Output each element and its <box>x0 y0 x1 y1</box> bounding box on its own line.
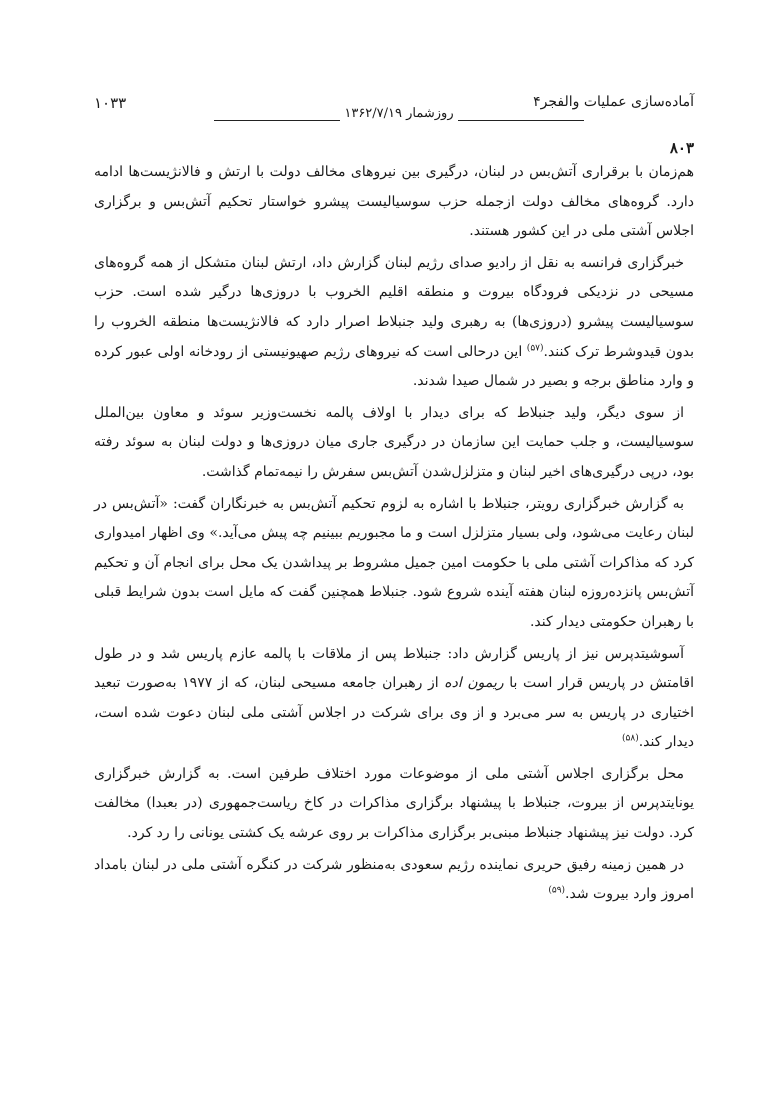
footnote-ref-57: (۵۷) <box>526 342 544 353</box>
person-name-italic: ریمون اده <box>444 675 504 692</box>
paragraph-6-text: محل برگزاری اجلاس آشتی ملی از موضوعات مورد اختلاف طرفین است. به گزارش خبرگزاری یونایتدپرس از بیروت، جنبلاط با پیشنهاد برگزاری مذاکرات در کاخ ریاست‌جمهوری (در بعبدا) مخالفت کرد. دولت نیز پیشنهاد جنبلاط مبنی‌بر برگزاری مذاکرات بر روی عرشه یک کشتی یونانی را رد کرد. <box>94 765 694 842</box>
paragraph-4-text: به گزارش خبرگزاری رویتر، جنبلاط با اشاره به لزوم تحکیم آتش‌بس به خبرنگاران گفت: «آتش‌بس در لبنان رعایت می‌شود، ولی بسیار متزلزل است و ما مجبوریم ببینیم چه پیش می‌آید.» وی اظهار امیدواری کرد که مذاکرات آشتی ملی با حکومت امین جمیل مشروط بر پیداشدن یک محل برای انجام آن و تحکیم آتش‌بس پانزده‌روزه لبنان هفته آینده شروع شود. جنبلاط همچنین گفت که مایل است بدون شرایط قبلی با رهبران حکومتی دیدار کند. <box>94 495 694 630</box>
paragraph-5 <box>94 640 694 758</box>
running-header <box>94 88 694 128</box>
paragraph-7-text: در همین زمینه رفیق حریری نماینده رژیم سعودی به‌منظور شرکت در کنگره آشتی ملی در لبنان بامداد امروز وارد بیروت شد. <box>94 856 694 903</box>
section-number: ۸۰۳ <box>669 139 694 157</box>
book-title: آماده‌سازی عملیات والفجر۴ <box>533 94 694 110</box>
paragraph-2-text-a: خبرگزاری فرانسه به نقل از رادیو صدای رژیم لبنان گزارش داد، ارتش لبنان متشکل از همه گروه‌های مسیحی در نزدیکی فرودگاه بیروت و منطقه اقلیم الخروب با دروزی‌ها درگیر شده است. حزب سوسیالیست پیشرو (دروزی‌ها) به رهبری ولید جنبلاط اصرار دارد که فالانژیست‌ها منطقه الخروب را بدون قیدوشرط ترک کنند. <box>94 254 694 360</box>
paragraph-7 <box>94 851 694 910</box>
paragraph-6 <box>94 760 694 849</box>
paragraph-1-text: هم‌زمان با برقراری آتش‌بس در لبنان، درگیری بین نیروهای مخالف دولت با ارتش و فالانژیست‌ها ادامه دارد. گروه‌های مخالف دولت ازجمله حزب سوسیالیست پیشرو خواستار تحکیم آتش‌بس و برگزاری اجلاس آشتی ملی در این کشور هستند. <box>94 164 695 240</box>
paragraph-2-text-b: این درحالی است که نیروهای رژیم صهیونیستی از رودخانه اولی عبور کرده و وارد مناطق برجه و بصیر در شمال صیدا شدند. <box>94 343 694 390</box>
paragraph-3-text: از سوی دیگر، ولید جنبلاط که برای دیدار با اولاف پالمه نخست‌وزیر سوئد و معاون بین‌الملل سوسیالیست، و جلب حمایت این سازمان در درگیری جاری میان دروزی‌ها و دولت لبنان به سوئد رفته بود، درپی درگیری‌های اخیر لبنان و متزلزل‌شدن آتش‌بس سفرش را نیمه‌تمام گذاشت. <box>94 404 694 480</box>
diary-date-rule <box>214 106 584 121</box>
page-number: ۱۰۳۳ <box>94 94 127 112</box>
paragraph-3 <box>94 399 694 488</box>
paragraph-2 <box>94 249 694 397</box>
paragraph-5-text-b: از رهبران جامعه مسیحی لبنان، که از ۱۹۷۷ به‌صورت تبعید اختیاری در پاریس به سر می‌برد و از وی برای شرکت در اجلاس آشتی ملی لبنان دعوت شده است، دیدار کند. <box>94 675 694 751</box>
paragraph-5-text-a: آسوشیتدپرس نیز از پاریس گزارش داد: جنبلاط پس از ملاقات با پالمه عازم پاریس شد و در طول اقامتش در پاریس قرار است با <box>94 645 694 692</box>
document-page <box>94 88 694 912</box>
footnote-ref-59: (۵۹) <box>548 885 566 896</box>
paragraph-4 <box>94 490 694 638</box>
body-text <box>94 158 694 910</box>
footnote-ref-58: (۵۸) <box>622 733 639 744</box>
paragraph-1 <box>94 158 694 247</box>
rule-line-left <box>214 111 340 121</box>
rule-line-right <box>458 111 584 121</box>
diary-date-label: روزشمار ۱۳۶۲/۷/۱۹ <box>344 106 454 121</box>
